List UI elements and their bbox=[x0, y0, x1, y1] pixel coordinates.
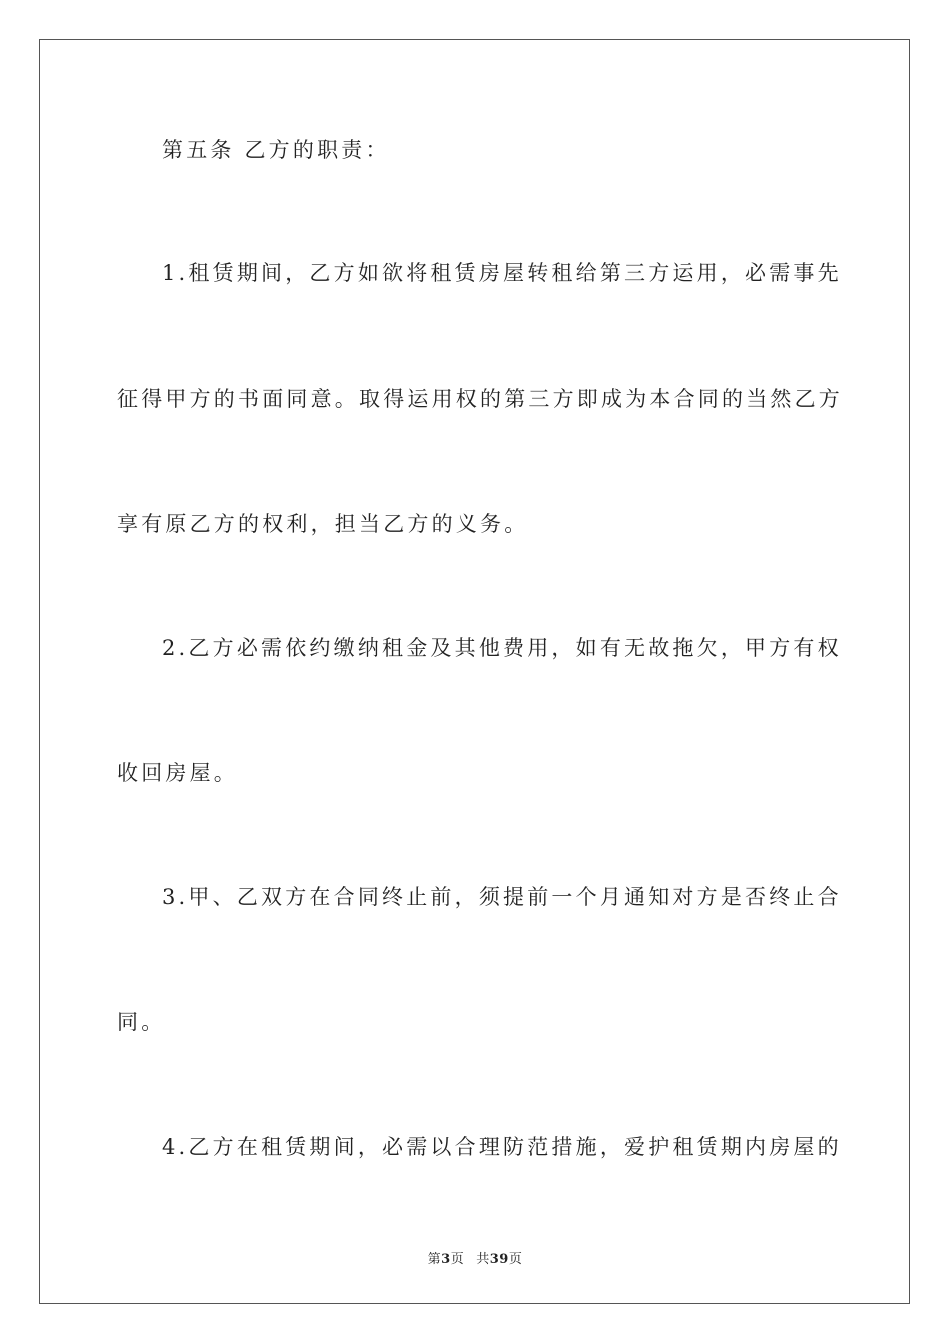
article-heading: 第五条 乙方的职责： bbox=[162, 138, 390, 162]
page-footer bbox=[0, 1248, 950, 1267]
page-label-suffix: 页 bbox=[450, 1252, 465, 1267]
page-border bbox=[39, 39, 910, 1304]
paragraph-line: 征得甲方的书面同意。取得运用权的第三方即成为本合同的当然乙方 bbox=[117, 387, 843, 411]
paragraph-line: 3.甲、乙双方在合同终止前，须提前一个月通知对方是否终止合 bbox=[162, 885, 842, 909]
paragraph-line: 收回房屋。 bbox=[117, 761, 238, 785]
paragraph-line: 1.租赁期间，乙方如欲将租赁房屋转租给第三方运用，必需事先 bbox=[162, 261, 842, 285]
paragraph-line: 享有原乙方的权利，担当乙方的义务。 bbox=[117, 512, 529, 536]
current-page-number: 3 bbox=[441, 1252, 451, 1267]
total-label-prefix: 共 bbox=[476, 1252, 490, 1267]
total-pages-number: 39 bbox=[489, 1252, 509, 1267]
paragraph-line: 同。 bbox=[117, 1010, 166, 1034]
paragraph-line: 4.乙方在租赁期间，必需以合理防范措施，爱护租赁期内房屋的 bbox=[162, 1135, 842, 1159]
page-label-prefix: 第 bbox=[427, 1252, 442, 1267]
total-label-suffix: 页 bbox=[508, 1252, 523, 1267]
paragraph-line: 2.乙方必需依约缴纳租金及其他费用，如有无故拖欠，甲方有权 bbox=[162, 636, 842, 660]
